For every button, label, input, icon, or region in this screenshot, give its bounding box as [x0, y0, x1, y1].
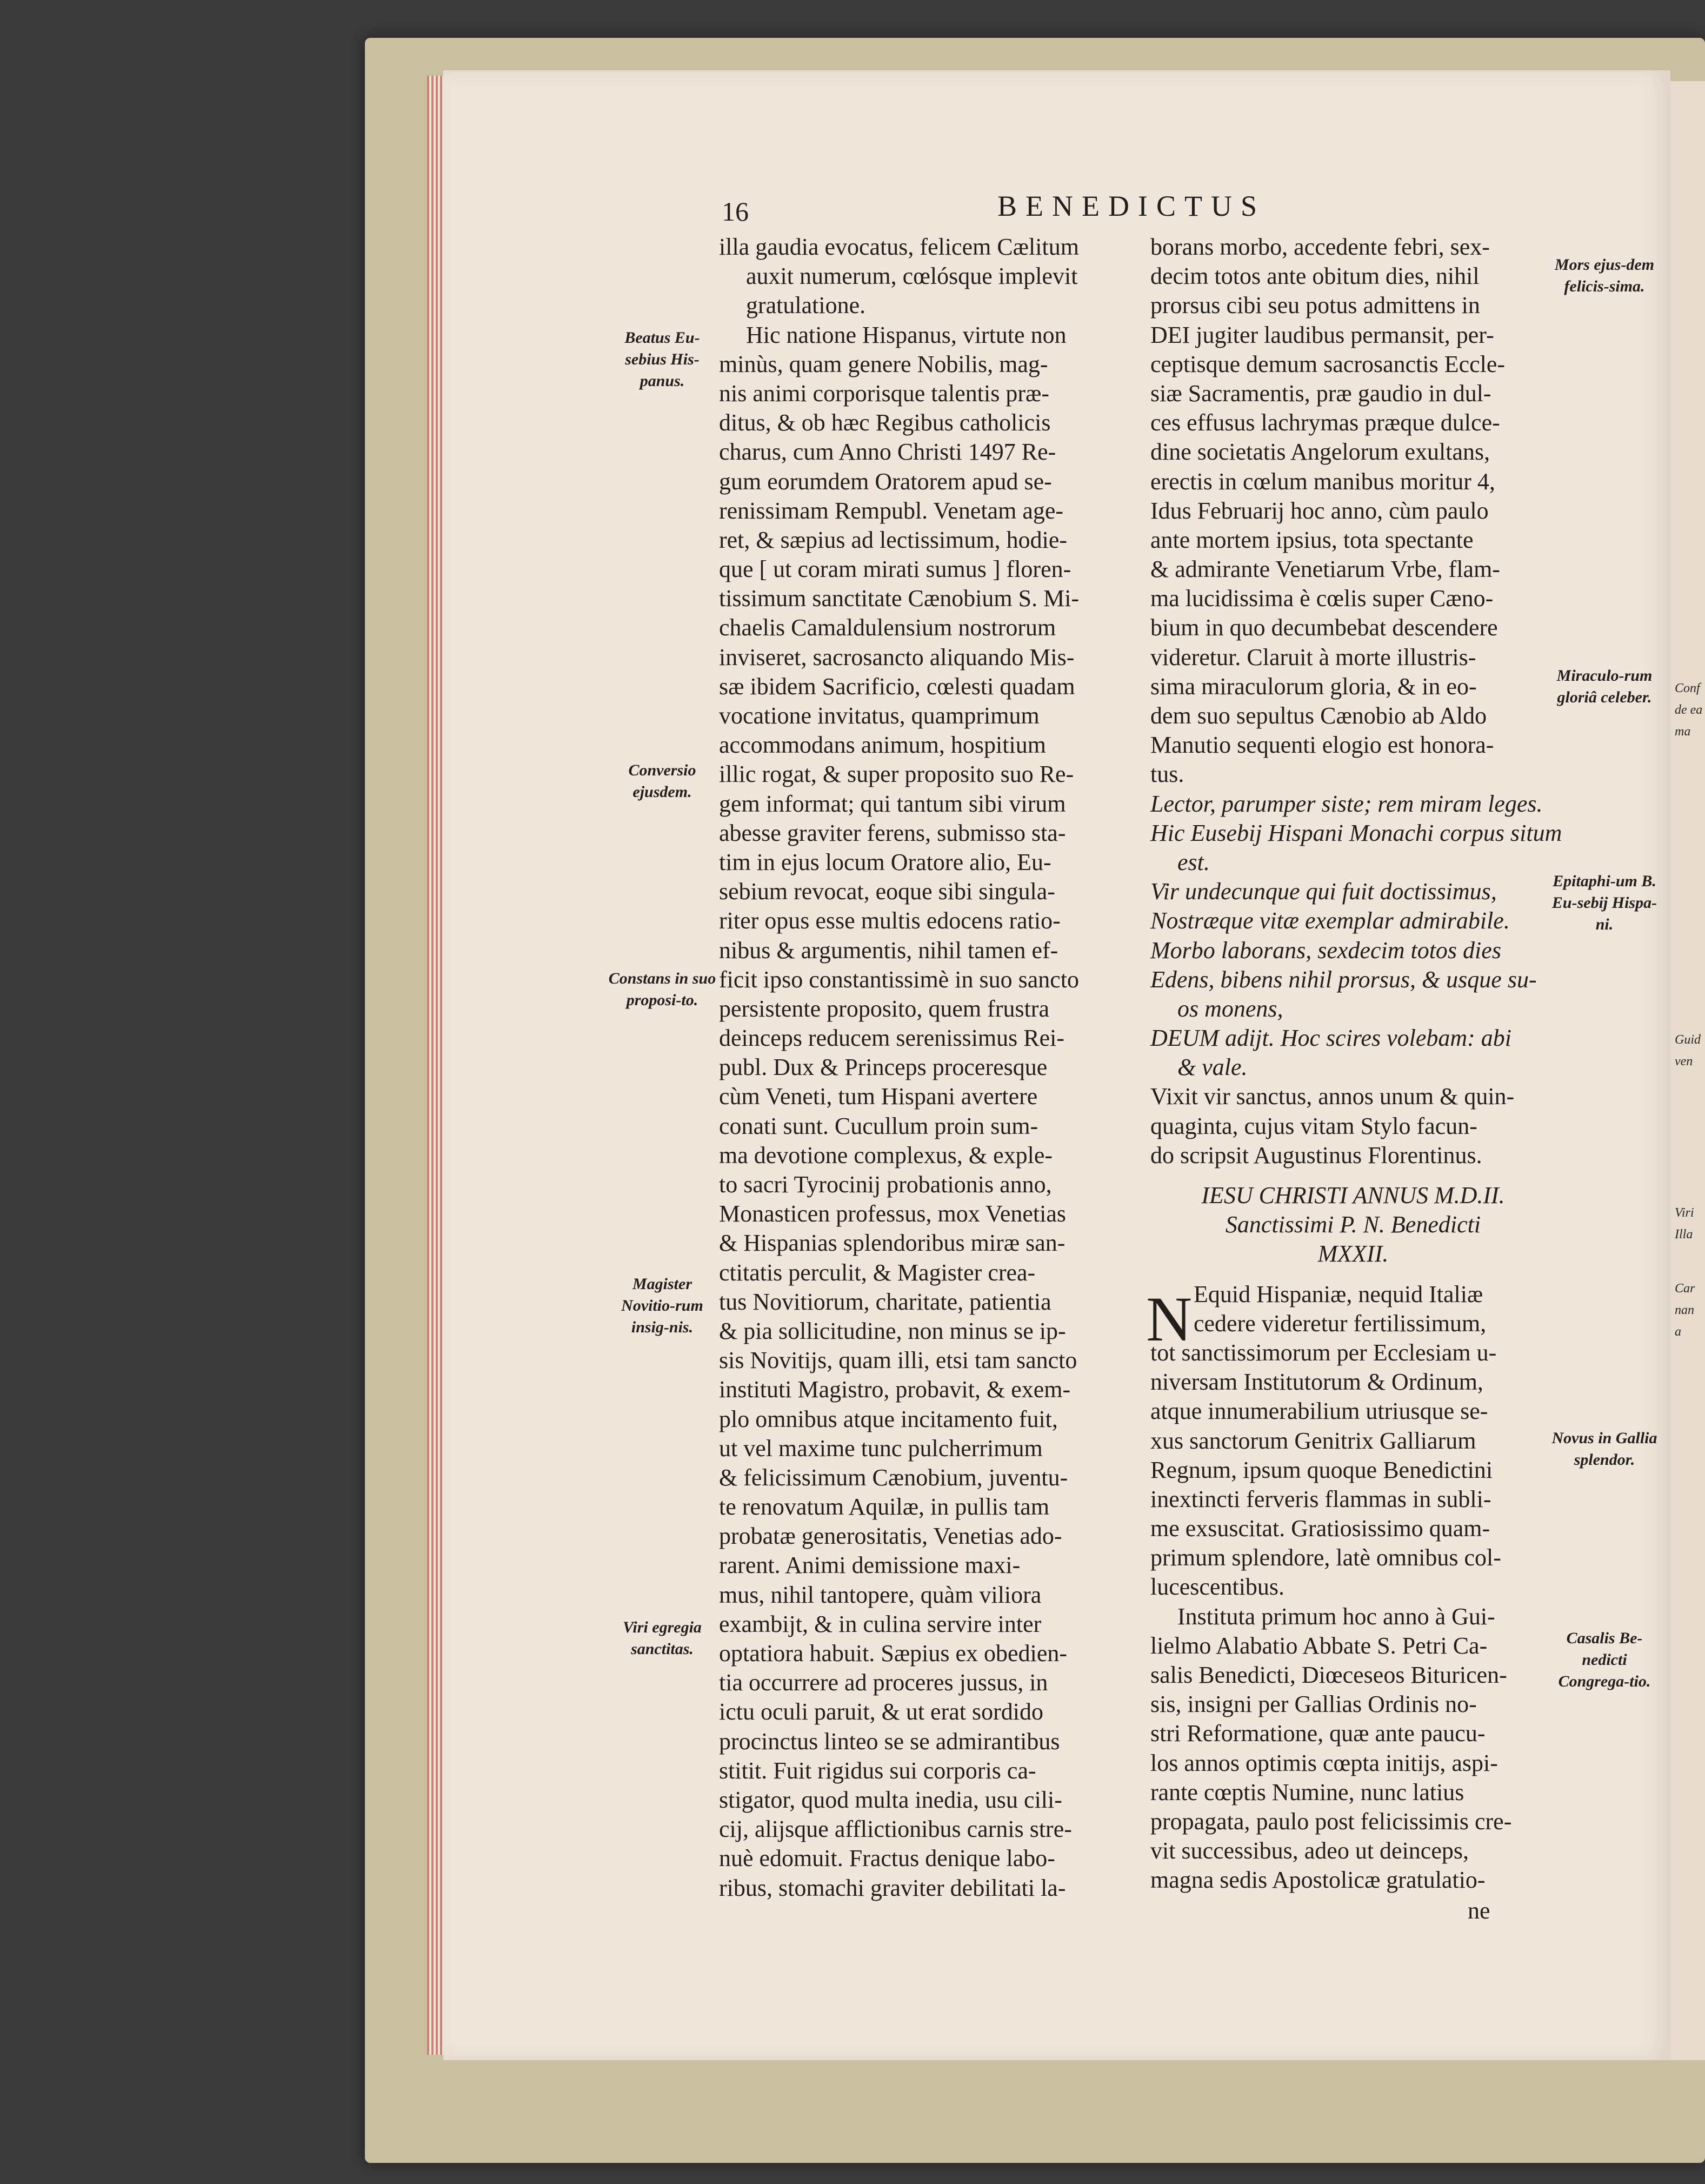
- text-line: deinceps reducem serenissimus Rei-: [719, 1025, 1065, 1052]
- text-line: ante mortem ipsius, tota spectante: [1150, 526, 1474, 553]
- facing-page-fragment: Car: [1675, 1282, 1695, 1296]
- text-line: plo omnibus atque incitamento fuit,: [719, 1405, 1058, 1432]
- text-line: instituti Magistro, probavit, & exem-: [719, 1376, 1071, 1403]
- text-line: gratulatione.: [746, 292, 866, 319]
- text-line: borans morbo, accedente febri, sex-: [1150, 234, 1490, 260]
- margin-note: Epitaphi-um B. Eu-sebij Hispa-ni.: [1551, 872, 1657, 933]
- text-line: prorsus cibi seu potus admittens in: [1150, 292, 1480, 319]
- text-line: tim in ejus locum Oratore alio, Eu-: [719, 848, 1051, 875]
- text-line: abesse graviter ferens, submisso sta-: [719, 819, 1066, 846]
- text-line: erectis in cœlum manibus moritur 4,: [1150, 468, 1495, 495]
- text-line: tissimum sanctitate Cænobium S. Mi-: [719, 585, 1080, 612]
- text-line: sis, insigni per Gallias Ordinis no-: [1150, 1691, 1477, 1718]
- year-heading: Sanctissimi P. N. Benedicti: [1225, 1211, 1481, 1238]
- text-line: salis Benedicti, Diœceseos Bituricen-: [1150, 1662, 1507, 1688]
- facing-page-fragment: nan: [1675, 1303, 1694, 1317]
- margin-note: Conversio ejusdem.: [628, 761, 696, 801]
- text-line: lucescentibus.: [1150, 1574, 1285, 1601]
- text-line: vit successibus, adeo ut deinceps,: [1150, 1837, 1469, 1864]
- epitaph-line: Vir undecunque qui fuit doctissimus,: [1150, 878, 1497, 905]
- text-line: minùs, quam genere Nobilis, mag-: [719, 350, 1048, 377]
- margin-note: Novus in Gallia splendor.: [1551, 1429, 1657, 1469]
- text-line: Hic natione Hispanus, virtute non: [746, 321, 1067, 348]
- text-line: & felicissimum Cænobium, juventu-: [719, 1464, 1068, 1491]
- text-line: ceptisque demum sacrosanctis Eccle-: [1150, 350, 1506, 377]
- text-line: Idus Februarij hoc anno, cùm paulo: [1150, 497, 1489, 524]
- text-line: stri Reformatione, quæ ante paucu-: [1150, 1720, 1486, 1747]
- text-line: xus sanctorum Genitrix Galliarum: [1150, 1427, 1476, 1454]
- text-line: accommodans animum, hospitium: [719, 732, 1046, 759]
- margin-note: Casalis Be-nedicti Congrega-tio.: [1558, 1629, 1651, 1690]
- text-line: vocatione invitatus, quamprimum: [719, 702, 1040, 729]
- text-line: stigator, quod multa inedia, usu cili-: [719, 1786, 1062, 1813]
- text-line: ma lucidissima è cœlis super Cæno-: [1150, 585, 1494, 612]
- facing-page-fragment: ma: [1675, 725, 1691, 739]
- text-line: Monasticen professus, mox Venetias: [719, 1200, 1066, 1227]
- text-line: me exsuscitat. Gratiosissimo quam-: [1150, 1515, 1490, 1542]
- text-line: los annos optimis cœpta initijs, aspi-: [1150, 1749, 1498, 1776]
- text-line: illa gaudia evocatus, felicem Cælitum: [719, 234, 1079, 260]
- epitaph-line: Nostræque vitæ exemplar admirabile.: [1150, 907, 1510, 934]
- text-line: tus.: [1150, 761, 1184, 788]
- text-line: charus, cum Anno Christi 1497 Re-: [719, 439, 1056, 466]
- text-column-right: [1150, 233, 1562, 1895]
- text-line: dine societatis Angelorum exultans,: [1150, 439, 1490, 466]
- text-line: ma devotione complexus, & exple-: [719, 1141, 1053, 1169]
- text-line: que [ ut coram mirati sumus ] floren-: [719, 556, 1071, 583]
- catchword: ne: [1468, 1897, 1490, 1924]
- text-line: quaginta, cujus vitam Stylo facun-: [1150, 1112, 1477, 1139]
- margin-note: Miraculo-rum gloriâ celeber.: [1556, 667, 1653, 706]
- text-line: probatæ generositatis, Venetias ado-: [719, 1523, 1062, 1550]
- text-line: atque innumerabilium utriusque se-: [1150, 1398, 1488, 1425]
- text-line: propagata, paulo post felicissimis cre-: [1150, 1808, 1512, 1835]
- text-line: nibus & argumentis, nihil tamen ef-: [719, 937, 1058, 964]
- text-line: tus Novitiorum, charitate, patientia: [719, 1288, 1051, 1315]
- epitaph-line: Lector, parumper siste; rem miram leges.: [1150, 790, 1543, 817]
- text-line: gum eorumdem Oratorem apud se-: [719, 468, 1052, 495]
- margin-note: Beatus Eu-sebius His-panus.: [624, 329, 700, 390]
- text-line: renissimam Rempubl. Venetam age-: [719, 497, 1064, 524]
- text-line: persistente proposito, quem frustra: [719, 995, 1049, 1022]
- text-line: sima miraculorum gloria, & in eo-: [1150, 673, 1477, 700]
- epitaph-line: os monens,: [1177, 995, 1283, 1022]
- text-line: do scripsit Augustinus Florentinus.: [1150, 1141, 1482, 1169]
- epitaph-line: & vale.: [1177, 1054, 1248, 1081]
- text-line: cùm Veneti, tum Hispani avertere: [719, 1083, 1038, 1110]
- margin-note: Viri egregia sanctitas.: [623, 1618, 702, 1658]
- text-line: ictu oculi paruit, & ut erat sordido: [719, 1698, 1043, 1725]
- text-column-left: [719, 233, 1122, 1903]
- text-line: sebium revocat, eoque sibi singula-: [719, 878, 1055, 905]
- text-line: ret, & sæpius ad lectissimum, hodie-: [719, 526, 1068, 553]
- text-line: niversam Institutorum & Ordinum,: [1150, 1369, 1483, 1396]
- text-line: primum splendore, latè omnibus col-: [1150, 1544, 1501, 1571]
- page-number: 16: [722, 196, 749, 227]
- running-title: BENEDICTUS: [997, 190, 1266, 222]
- text-line: dem suo sepultus Cænobio ab Aldo: [1150, 702, 1487, 729]
- text-line: inviseret, sacrosancto aliquando Mis-: [719, 643, 1075, 671]
- margin-note: Mors ejus-dem felicis-sima.: [1554, 256, 1655, 295]
- text-line: bium in quo decumbebat descendere: [1150, 614, 1498, 641]
- text-line: auxit numerum, cœlósque implevit: [746, 263, 1078, 290]
- epitaph-line: Hic Eusebij Hispani Monachi corpus situm: [1150, 819, 1562, 846]
- text-line: optatiora habuit. Sæpius ex obedien-: [719, 1640, 1067, 1667]
- text-line: ditus, & ob hæc Regibus catholicis: [719, 409, 1051, 436]
- text-line: to sacri Tyrocinij probationis anno,: [719, 1171, 1052, 1198]
- text-line: & pia sollicitudine, non minus se ip-: [719, 1317, 1066, 1344]
- text-line: inextincti ferveris flammas in subli-: [1150, 1485, 1491, 1512]
- text-line: cedere videretur fertilissimum,: [1194, 1310, 1487, 1337]
- facing-page-fragment: de ea: [1675, 703, 1703, 717]
- text-line: rante cœptis Numine, nunc latius: [1150, 1778, 1464, 1805]
- text-line: ut vel maxime tunc pulcherrimum: [719, 1435, 1043, 1462]
- year-heading: IESU CHRISTI ANNUS M.D.II.: [1201, 1182, 1505, 1209]
- facing-page-fragment: Guid: [1675, 1033, 1701, 1047]
- margin-note: Magister Novitio-rum insig-nis.: [621, 1275, 703, 1336]
- text-line: chaelis Camaldulensium nostrorum: [719, 614, 1056, 641]
- text-line: & admirante Venetiarum Vrbe, flam-: [1150, 556, 1500, 583]
- text-line: ficit ipso constantissimè in suo sancto: [719, 966, 1080, 993]
- text-line: ctitatis perculit, & Magister crea-: [719, 1259, 1036, 1286]
- text-line: tia occurrere ad proceres jussus, in: [719, 1669, 1048, 1696]
- text-line: illic rogat, & super proposito suo Re-: [719, 761, 1074, 788]
- text-line: Manutio sequenti elogio est honora-: [1150, 732, 1494, 759]
- facing-page-fragment: ven: [1675, 1054, 1693, 1068]
- facing-page-fragment: Conf: [1675, 681, 1700, 695]
- text-line: nis animi corporisque talentis præ-: [719, 380, 1049, 407]
- text-line: videretur. Claruit à morte illustris-: [1150, 643, 1476, 671]
- text-line: Equid Hispaniæ, nequid Italiæ: [1194, 1280, 1483, 1307]
- year-heading: MXXII.: [1317, 1240, 1389, 1267]
- text-line: ribus, stomachi graviter debilitati la-: [719, 1874, 1066, 1901]
- text-line: tot sanctissimorum per Ecclesiam u-: [1150, 1339, 1497, 1366]
- text-line: & Hispanias splendoribus miræ san-: [719, 1230, 1065, 1257]
- text-line: te renovatum Aquilæ, in pullis tam: [719, 1493, 1050, 1521]
- text-line: rarent. Animi demissione maxi-: [719, 1552, 1021, 1579]
- text-line: sis Novitijs, quam illi, etsi tam sancto: [719, 1347, 1077, 1374]
- text-line: Regnum, ipsum quoque Benedictini: [1150, 1456, 1493, 1483]
- facing-page-edge: [1670, 81, 1705, 2060]
- text-line: conati sunt. Cucullum proin sum-: [719, 1112, 1038, 1139]
- text-line: sæ ibidem Sacrificio, cœlesti quadam: [719, 673, 1075, 700]
- text-line: Vixit vir sanctus, annos unum & quin-: [1150, 1083, 1515, 1110]
- text-line: decim totos ante obitum dies, nihil: [1150, 263, 1480, 290]
- text-line: Instituta primum hoc anno à Gui-: [1177, 1603, 1495, 1630]
- text-line: exambijt, & in culina servire inter: [719, 1610, 1042, 1637]
- text-line: ces effusus lachrymas præque dulce-: [1150, 409, 1500, 436]
- text-line: lielmo Alabatio Abbate S. Petri Ca-: [1150, 1632, 1488, 1659]
- text-line: stitit. Fuit rigidus sui corporis ca-: [719, 1757, 1036, 1784]
- text-line: nuè edomuit. Fractus denique labo-: [719, 1845, 1055, 1872]
- text-line: magna sedis Apostolicæ gratulatio-: [1150, 1867, 1486, 1894]
- epitaph-line: Morbo laborans, sexdecim totos dies: [1150, 937, 1501, 964]
- epitaph-line: DEUM adijt. Hoc scires volebam: abi: [1150, 1025, 1512, 1052]
- page-edges: [427, 76, 443, 2055]
- drop-cap: N: [1146, 1284, 1193, 1355]
- text-line: siæ Sacramentis, præ gaudio in dul-: [1150, 380, 1491, 407]
- facing-page-fragment: Viri: [1675, 1206, 1694, 1220]
- text-line: gem informat; qui tantum sibi virum: [719, 790, 1066, 817]
- epitaph-line: Edens, bibens nihil prorsus, & usque su-: [1150, 966, 1537, 993]
- facing-page-fragment: a: [1675, 1325, 1681, 1339]
- text-line: riter opus esse multis edocens ratio-: [719, 907, 1061, 934]
- text-line: mus, nihil tantopere, quàm viliora: [719, 1581, 1042, 1608]
- text-line: publ. Dux & Princeps proceresque: [719, 1054, 1048, 1081]
- margin-note: Constans in suo proposi-to.: [608, 970, 716, 1009]
- facing-page-fragment: Illa: [1675, 1227, 1693, 1242]
- epitaph-line: est.: [1177, 848, 1210, 875]
- text-line: cij, alijsque afflictionibus carnis stre-: [719, 1816, 1072, 1843]
- text-line: DEI jugiter laudibus permansit, per-: [1150, 321, 1494, 348]
- text-line: procinctus linteo se se admirantibus: [719, 1728, 1060, 1755]
